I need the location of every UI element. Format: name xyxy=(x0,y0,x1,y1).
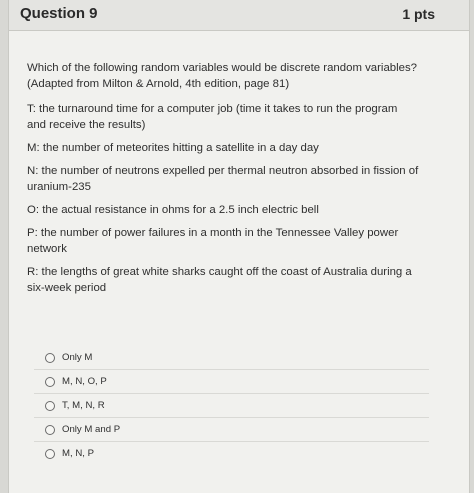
question-points: 1 pts xyxy=(402,6,435,22)
radio-button-icon[interactable] xyxy=(45,377,55,387)
question-prompt-line2: (Adapted from Milton & Arnold, 4th edition, page 81) xyxy=(27,78,290,90)
question-body xyxy=(27,60,419,303)
radio-button-icon[interactable] xyxy=(45,425,55,435)
answer-label: T, M, N, R xyxy=(62,400,105,411)
answer-option-only-m-and-p[interactable] xyxy=(34,417,429,441)
variable-item-p: P: the number of power failures in a month in the Tennessee Valley power network xyxy=(27,227,399,255)
answer-label: M, N, P xyxy=(62,448,94,459)
question-prompt xyxy=(27,60,419,92)
answer-option-t-m-n-r[interactable] xyxy=(34,393,429,417)
radio-button-icon[interactable] xyxy=(45,401,55,411)
question-prompt-line1: Which of the following random variables would be discrete random variables? xyxy=(27,62,418,74)
radio-button-icon[interactable] xyxy=(45,449,55,459)
answer-label: M, N, O, P xyxy=(62,376,107,387)
radio-button-icon[interactable] xyxy=(45,353,55,363)
question-card xyxy=(8,0,470,493)
variable-item-m: M: the number of meteorites hitting a satellite in a day day xyxy=(27,142,319,154)
answer-list xyxy=(34,346,429,465)
answer-label: Only M and P xyxy=(62,424,121,435)
answer-option-m-n-p[interactable] xyxy=(34,441,429,465)
answer-option-m-n-o-p[interactable] xyxy=(34,369,429,393)
answer-option-only-m[interactable] xyxy=(34,346,429,369)
question-header xyxy=(9,0,469,31)
question-title: Question 9 xyxy=(20,5,98,22)
answer-label: Only M xyxy=(62,352,93,363)
variable-item-o: O: the actual resistance in ohms for a 2.5 inch electric bell xyxy=(27,204,319,216)
variable-item-r: R: the lengths of great white sharks caught off the coast of Australia during a six-week period xyxy=(27,266,412,294)
variable-item-t: T: the turnaround time for a computer job (time it takes to run the program and receive the results) xyxy=(27,103,398,131)
variable-item-n: N: the number of neutrons expelled per thermal neutron absorbed in fission of uranium-235 xyxy=(27,165,419,193)
